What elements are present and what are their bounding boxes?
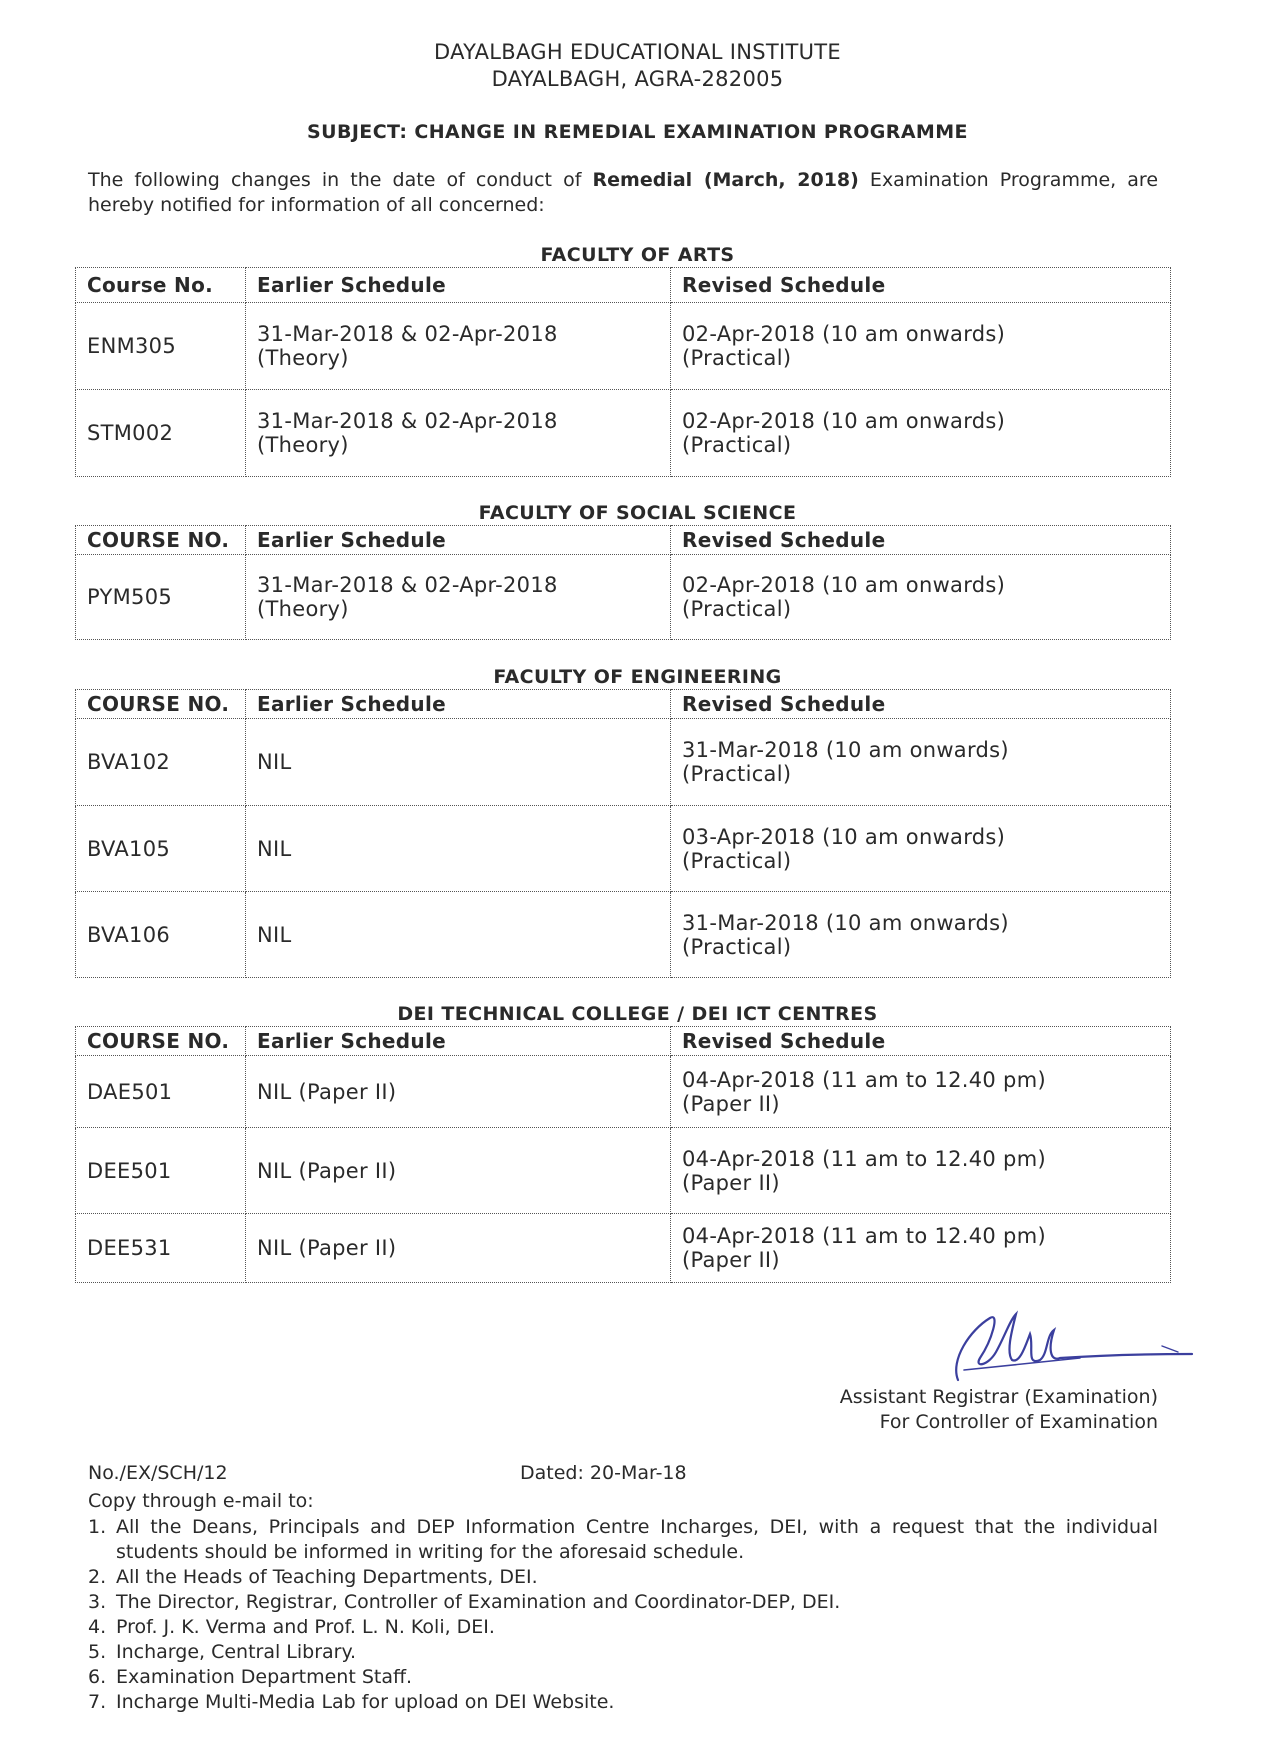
revised-line: (Practical): [682, 597, 792, 621]
table-row: [76, 555, 1171, 640]
earlier-line: 31-Mar-2018 & 02-Apr-2018: [257, 573, 558, 597]
course-cell: DEE501: [76, 1128, 246, 1214]
revised-cell: [671, 719, 1171, 806]
column-header: Earlier Schedule: [246, 690, 671, 719]
reference-number: No./EX/SCH/12: [88, 1462, 228, 1484]
schedule-table-arts: [75, 267, 1171, 477]
list-number: 3.: [88, 1591, 107, 1613]
list-number: 1.: [88, 1516, 107, 1538]
course-cell: DAE501: [76, 1056, 246, 1128]
column-header: COURSE NO.: [76, 526, 246, 555]
schedule-table-engineering: [75, 689, 1171, 978]
table-row: [76, 1214, 1171, 1283]
table-header-row: [76, 268, 1171, 303]
column-header: Revised Schedule: [671, 1027, 1171, 1056]
earlier-line: 31-Mar-2018 & 02-Apr-2018: [257, 322, 558, 346]
earlier-line: (Theory): [257, 346, 349, 370]
table-row: [76, 390, 1171, 477]
table-row: [76, 806, 1171, 892]
column-header: Earlier Schedule: [246, 526, 671, 555]
earlier-cell: NIL (Paper II): [246, 1056, 671, 1128]
list-text: Incharge Multi-Media Lab for upload on DEI Website.: [116, 1691, 615, 1713]
list-text: Prof. J. K. Verma and Prof. L. N. Koli, DEI.: [116, 1616, 495, 1638]
list-number: 5.: [88, 1641, 107, 1663]
earlier-line: 31-Mar-2018 & 02-Apr-2018: [257, 409, 558, 433]
table-row: [76, 1128, 1171, 1214]
table-row: [76, 303, 1171, 390]
earlier-cell: NIL (Paper II): [246, 1128, 671, 1214]
signatory-title: Assistant Registrar (Examination): [839, 1386, 1158, 1408]
course-cell: PYM505: [76, 555, 246, 640]
intro-text-start: The following changes in the date of conduct of: [88, 169, 593, 191]
table-row: [76, 892, 1171, 978]
intro-paragraph: [88, 168, 1158, 218]
table-header-row: [76, 526, 1171, 555]
schedule-table-social-science: [75, 525, 1171, 640]
column-header: Earlier Schedule: [246, 268, 671, 303]
column-header: Revised Schedule: [671, 690, 1171, 719]
list-item: [88, 1640, 1158, 1665]
subject-line: SUBJECT: CHANGE IN REMEDIAL EXAMINATION PROGRAMME: [307, 121, 968, 143]
table-row: [76, 719, 1171, 806]
list-text: All the Heads of Teaching Departments, DEI.: [116, 1566, 538, 1588]
revised-line: (Paper II): [682, 1091, 780, 1116]
revised-line: 04-Apr-2018 (11 am to 12.40 pm): [682, 1224, 1046, 1248]
course-cell: ENM305: [76, 303, 246, 390]
table-header-row: [76, 690, 1171, 719]
earlier-line: (Theory): [257, 597, 349, 621]
revised-line: 31-Mar-2018 (10 am onwards): [682, 910, 1009, 935]
revised-cell: [671, 390, 1171, 477]
handwritten-signature: [930, 1300, 1200, 1390]
revised-line: (Practical): [682, 762, 792, 786]
list-item: [88, 1565, 1158, 1590]
section-title-social-science: FACULTY OF SOCIAL SCIENCE: [478, 502, 797, 524]
revised-line: (Practical): [682, 934, 792, 959]
copy-to-heading: Copy through e-mail to:: [88, 1490, 314, 1512]
column-header: Revised Schedule: [671, 268, 1171, 303]
schedule-table-technical-college: [75, 1026, 1171, 1283]
list-item: [88, 1615, 1158, 1640]
table-header-row: [76, 1027, 1171, 1056]
earlier-cell: NIL (Paper II): [246, 1214, 671, 1283]
course-cell: BVA102: [76, 719, 246, 806]
revised-line: (Practical): [682, 346, 792, 370]
revised-line: (Paper II): [682, 1170, 780, 1195]
list-number: 6.: [88, 1666, 107, 1688]
section-title-arts: FACULTY OF ARTS: [540, 244, 735, 266]
list-item: [88, 1590, 1158, 1615]
section-title-engineering: FACULTY OF ENGINEERING: [493, 666, 782, 688]
revised-line: 02-Apr-2018 (10 am onwards): [682, 573, 1006, 597]
signatory-block: [700, 1385, 1158, 1435]
revised-line: 03-Apr-2018 (10 am onwards): [682, 824, 1006, 849]
revised-cell: [671, 806, 1171, 892]
list-item: [88, 1665, 1158, 1690]
column-header: Earlier Schedule: [246, 1027, 671, 1056]
revised-line: (Practical): [682, 848, 792, 873]
earlier-cell: [246, 390, 671, 477]
list-item: [88, 1515, 1158, 1565]
revised-cell: [671, 892, 1171, 978]
section-title-technical-college: DEI TECHNICAL COLLEGE / DEI ICT CENTRES: [397, 1003, 878, 1025]
distribution-list: [88, 1515, 1158, 1715]
list-text: Incharge, Central Library.: [116, 1641, 357, 1663]
revised-line: (Paper II): [682, 1248, 780, 1272]
course-cell: DEE531: [76, 1214, 246, 1283]
revised-line: 31-Mar-2018 (10 am onwards): [682, 738, 1009, 762]
revised-cell: [671, 1214, 1171, 1283]
revised-line: (Practical): [682, 433, 792, 457]
course-cell: STM002: [76, 390, 246, 477]
institute-name: DAYALBAGH EDUCATIONAL INSTITUTE: [434, 40, 841, 64]
revised-line: 04-Apr-2018 (11 am to 12.40 pm): [682, 1146, 1046, 1171]
course-cell: BVA106: [76, 892, 246, 978]
revised-cell: [671, 555, 1171, 640]
earlier-line: (Theory): [257, 433, 349, 457]
earlier-cell: [246, 555, 671, 640]
column-header: Course No.: [76, 268, 246, 303]
column-header: COURSE NO.: [76, 690, 246, 719]
list-item: [88, 1690, 1158, 1715]
signatory-subtitle: For Controller of Examination: [879, 1411, 1158, 1433]
revised-cell: [671, 1056, 1171, 1128]
revised-cell: [671, 1128, 1171, 1214]
course-cell: BVA105: [76, 806, 246, 892]
earlier-cell: NIL: [246, 806, 671, 892]
table-row: [76, 1056, 1171, 1128]
column-header: COURSE NO.: [76, 1027, 246, 1056]
institute-address: DAYALBAGH, AGRA-282005: [491, 67, 784, 91]
revised-line: 04-Apr-2018 (11 am to 12.40 pm): [682, 1067, 1046, 1092]
list-text: The Director, Registrar, Controller of Examination and Coordinator-DEP, DEI.: [116, 1591, 841, 1613]
revised-line: 02-Apr-2018 (10 am onwards): [682, 409, 1006, 433]
earlier-cell: NIL: [246, 719, 671, 806]
list-text: All the Deans, Principals and DEP Information Centre Incharges, DEI, with a request that the individual students should be informed in writing for the aforesaid schedule.: [116, 1516, 1158, 1563]
issue-date: Dated: 20-Mar-18: [520, 1462, 687, 1484]
list-text: Examination Department Staff.: [116, 1666, 413, 1688]
intro-text-end: Examination Programme, are hereby notified for information of all concerned:: [88, 169, 1159, 216]
list-number: 4.: [88, 1616, 107, 1638]
list-number: 7.: [88, 1691, 107, 1713]
earlier-cell: [246, 303, 671, 390]
intro-text-bold: Remedial (March, 2018): [592, 169, 859, 191]
revised-line: 02-Apr-2018 (10 am onwards): [682, 322, 1006, 346]
revised-cell: [671, 303, 1171, 390]
column-header: Revised Schedule: [671, 526, 1171, 555]
list-number: 2.: [88, 1566, 107, 1588]
earlier-cell: NIL: [246, 892, 671, 978]
